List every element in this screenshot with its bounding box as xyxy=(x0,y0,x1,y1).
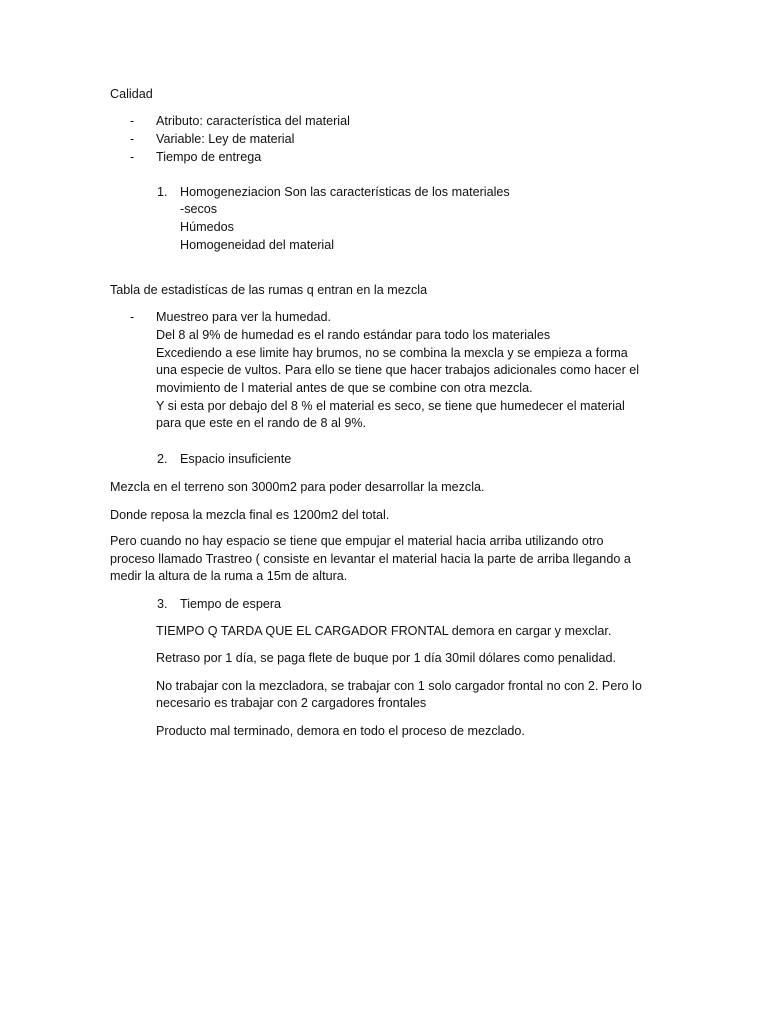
bullet-tiempo-entrega: Tiempo de entrega xyxy=(156,150,262,164)
paragraph-line: Y si esta por debajo del 8 % el material es seco, se tiene que humedecer el material xyxy=(156,399,625,413)
paragraph-line: proceso llamado Trastreo ( consiste en levantar el material hacia la parte de arriba llegando a xyxy=(110,552,631,566)
paragraph-mezcla-terreno: Mezcla en el terreno son 3000m2 para poder desarrollar la mezcla. xyxy=(110,480,485,494)
tabla-heading: Tabla de estadistícas de las rumas q entran en la mezcla xyxy=(110,283,428,297)
item-number: 2. xyxy=(157,452,168,466)
paragraph-line: Muestreo para ver la humedad. xyxy=(156,310,332,324)
paragraph-mezcla-final: Donde reposa la mezcla final es 1200m2 del total. xyxy=(110,508,390,522)
heading-calidad: Calidad xyxy=(110,87,153,101)
paragraph-line: Excediendo a ese limite hay brumos, no se combina la mexcla y se empieza a forma xyxy=(156,346,628,360)
bullet-dash: - xyxy=(130,132,135,146)
paragraph-line: No trabajar con la mezcladora, se trabajar con 1 solo cargador frontal no con 2. Pero lo xyxy=(156,679,642,693)
paragraph-line: para que este en el rando de 8 al 9%. xyxy=(156,416,367,430)
bullet-dash: - xyxy=(130,150,135,164)
bullet-dash: - xyxy=(130,114,135,128)
item-line: Homogeneidad del material xyxy=(180,238,335,252)
paragraph-line: necesario es trabajar con 2 cargadores frontales xyxy=(156,696,427,710)
item-number: 3. xyxy=(157,597,168,611)
paragraph-line: medir la altura de la ruma a 15m de altura. xyxy=(110,569,348,583)
paragraph-producto: Producto mal terminado, demora en todo el proceso de mezclado. xyxy=(156,724,525,738)
paragraph-line: Pero cuando no hay espacio se tiene que empujar el material hacia arriba utilizando otro xyxy=(110,534,604,548)
paragraph-line: Del 8 al 9% de humedad es el rando estándar para todo los materiales xyxy=(156,328,551,342)
paragraph-tiempo-cargador: TIEMPO Q TARDA QUE EL CARGADOR FRONTAL demora en cargar y mexclar. xyxy=(156,624,612,638)
item-line: -secos xyxy=(180,202,218,216)
bullet-variable: Variable: Ley de material xyxy=(156,132,295,146)
bullet-atributo: Atributo: característica del material xyxy=(156,114,350,128)
item-number: 1. xyxy=(157,185,168,199)
bullet-dash: - xyxy=(130,310,135,324)
paragraph-line: movimiento de l material antes de que se combine con otra mezcla. xyxy=(156,381,533,395)
item-line: Homogeneziacion Son las características de los materiales xyxy=(180,185,510,199)
item-line: Húmedos xyxy=(180,220,234,234)
item-label: Espacio insuficiente xyxy=(180,452,292,466)
paragraph-line: una especie de vultos. Para ello se tiene que hacer trabajos adicionales como hacer el xyxy=(156,363,640,377)
paragraph-retraso: Retraso por 1 día, se paga flete de buque por 1 día 30mil dólares como penalidad. xyxy=(156,651,616,665)
item-label: Tiempo de espera xyxy=(180,597,282,611)
